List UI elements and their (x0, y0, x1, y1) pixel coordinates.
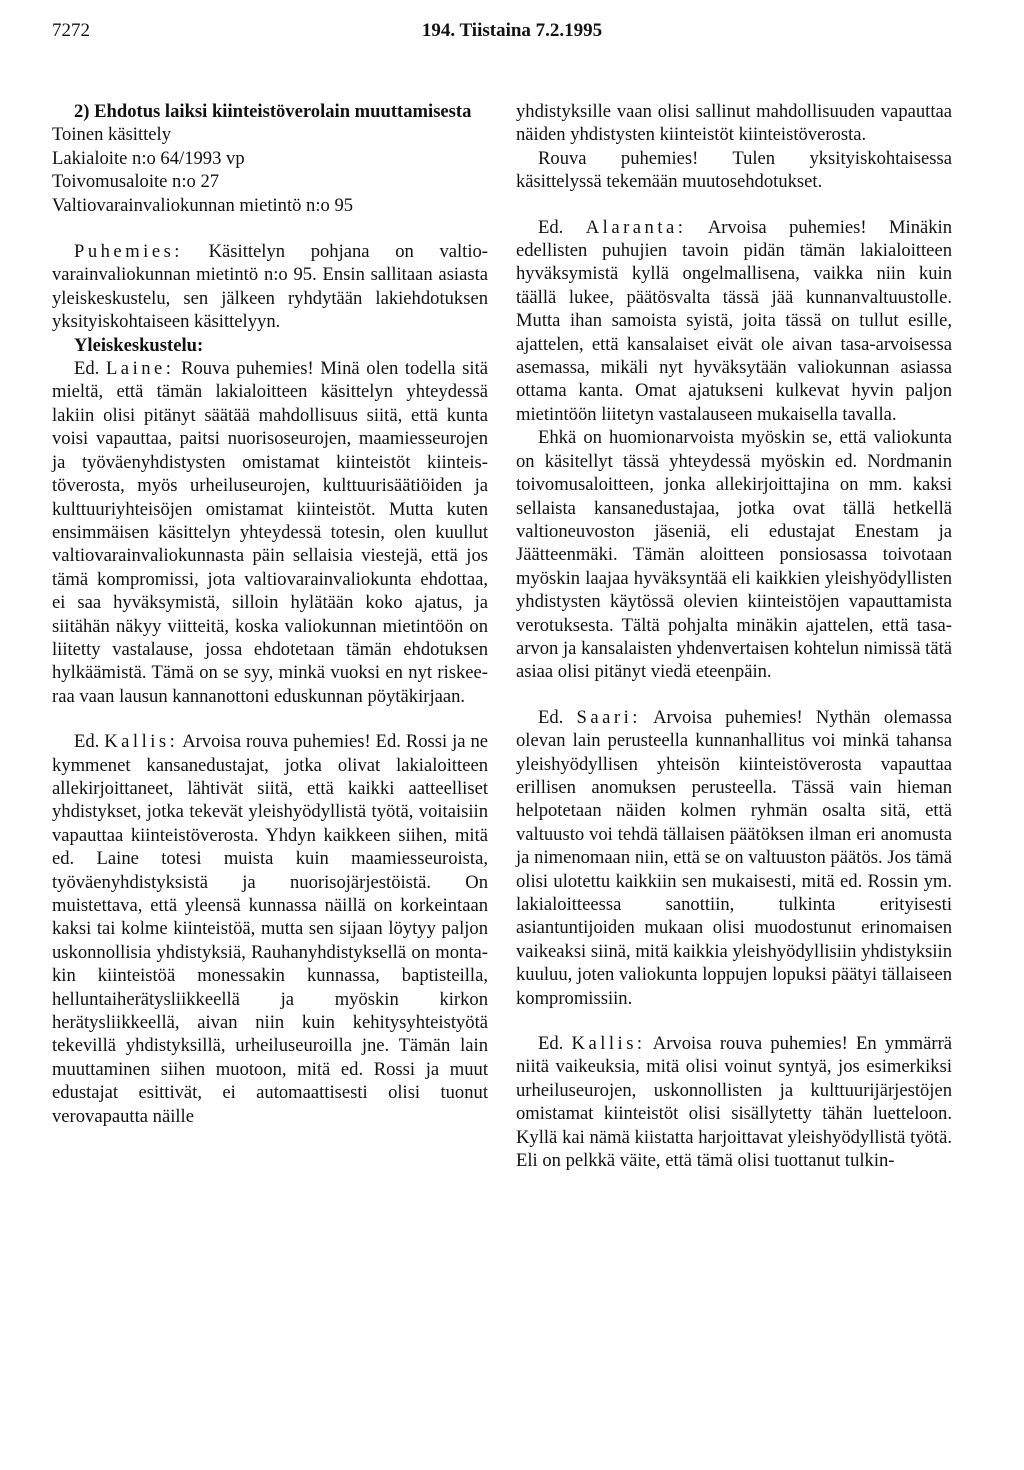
speech-paragraph (516, 216, 952, 427)
speaker-name: Kallis: (104, 731, 179, 753)
speaker-prefix: Ed. (74, 358, 106, 380)
paragraph-text: Rouva puhemies! Minä olen todella sitä mieltä, että tämän lakialoitteen käsittelyn yhteydessä lakiin olisi pitänyt säätää mahdollisuus siitä, että kunta voisi vapauttaa, paitsi nuorisoseurojen, maamiesseurojen ja työväenyhdistysten omistamat kiinteistöt kiinteistöverosta, myös urheiluseurojen, kulttuurisäätiöiden ja kulttuuriyhteisöjen omistamat kiinteistöt. Mutta kuten ensimmäisen käsittelyn yhteydessä totesin, olen kuullut valtiovarainvaliokunnasta päin sellaisia viestejä, että jos tämä kompromissi, jota valtiovarainvaliokunta ehdottaa, ei saa hyväksymistä, silloin hylätään koko ajatus, ja siitähän näkyy viitteitä, koska valiokunnan mietintöön on liitetty vastalause, jossa ehdotetaan tämän ehdotuksen hylkäämistä. Tämä on se syy, minkä vuoksi en nyt riskeeraa vaan lausun kannanottoni eduskunnan pöytäkirjaan. (52, 358, 488, 707)
speaker-prefix: Ed. (74, 731, 105, 753)
speech-paragraph (52, 730, 488, 1128)
section-title: 2) Ehdotus laiksi kiinteistöverolain muuttamisesta (74, 101, 472, 122)
paragraph-speaker-intro (52, 240, 488, 334)
left-column (52, 100, 488, 1128)
speaker-name: Laine: (105, 358, 175, 380)
speaker-name: Saari: (576, 706, 641, 728)
speaker-name: Puhemies: (74, 241, 183, 263)
speaker-name: Kallis: (571, 1033, 646, 1055)
speaker-prefix: Ed. (538, 706, 577, 728)
meta-line: Valtiovarainvaliokunnan mietintö n:o 95 (52, 194, 354, 216)
speaker-name: Alaranta: (585, 216, 687, 238)
speech-paragraph (516, 706, 952, 1010)
continued-paragraph: yhdistyksille vaan olisi sallinut mahdollisuuden vapauttaa näiden yhdistysten kiinteistöt kiinteistöverosta. (516, 101, 952, 146)
right-column (516, 100, 952, 1172)
page-number: 7272 (52, 20, 90, 41)
meta-line: Toinen käsittely (52, 124, 172, 146)
paragraph-text: Arvoisa rouva puhemies! Ed. Rossi ja ne kymmenet kansanedustajat, jotka olivat lakialoitteen allekirjoittaneet, lähtivät siitä, että kaikki aatteelliset yhdistykset, jotka tekevät yleishyödyllistä työtä, voitaisiin vapauttaa kiinteistöverosta. Yhdyn kaikkeen siihen, mitä ed. Laine totesi muista kuin maamiesseuroista, työväenyhdistyksistä ja nuorisojärjestöistä. On muistettava, että yleensä kunnassa näillä on korkeintaan kaksi tai kolme kiinteistöä, mutta sen sijaan löytyy paljon uskonnollisia yhdistyksiä, Rauhanyhdistyksellä on montakin kiinteistöä monessakin kunnassa, baptisteilla, helluntaiherätysliikkeellä ja myöskin kirkon herätysliikkeellä, aivan niin kuin kehitysyhteistyötä tekevillä yhdistyksillä, urheiluseuroilla jne. Tämän lain muuttaminen siihen muotoon, mitä ed. Rossi ja muut edustajat esittivät, ei automaattisesti olisi tuonut verovapautta näille (52, 731, 489, 1127)
meta-line: Lakialoite n:o 64/1993 vp (52, 147, 245, 169)
paragraph-text: Arvoisa puhemies! Minäkin edellisten puhujien tavoin pidän tämän lakialoitteen hyväksymistä kyllä ongelmallisena, vaikka niin kuin täällä lukee, päätösvalta tässä jää kunnanvaltuustolle. Mutta ihan samoista syistä, joita tässä on tullut esille, ajattelen, että kansalaiset eivät ole aivan tasa-arvoisessa asemassa, mikäli nyt hyväksytään valiokunnan asiassa ottama kanta. Omat ajatukseni kulkevat hyvin paljon mietintöön liitetyn vastalauseen mukaisella tavalla. (516, 216, 953, 425)
paragraph: Ehkä on huomionarvoista myöskin se, että valiokunta on käsitellyt tässä yhteydessä myöskin ed. Nordmanin toivomusaloitteen, jonka allekirjoittajina on mm. kaksi sellaista kansanedustajaa, jotka ovat tällä hetkellä valtioneuvoston jäseniä, eli edustajat Enestam ja Jäätteenmäki. Tämän aloitteen ponsiosassa toivotaan myöskin laajaa hyväksyntää eli kaikkien yleishyödyllisten yhdistysten käytössä olevien kiinteistöjen vapauttamista verotuksesta. Tältä pohjalta minäkin ajattelen, että tasa-arvon ja kansalaisten yhdenvertaisen kohtelun nimissä tätä asiaa olisi pitänyt viedä eteenpäin. (516, 427, 952, 683)
speech-paragraph (516, 1032, 952, 1172)
meta-line: Toivomusaloite n:o 27 (52, 171, 220, 193)
paragraph: Rouva puhemies! Tulen yksityiskohtaisessa käsittelyssä tekemään muutosehdotukset. (516, 147, 952, 193)
document-meta (52, 123, 488, 217)
speaker-prefix: Ed. (538, 216, 586, 238)
paragraph-text: Arvoisa rouva puhemies! En ymmärrä niitä vaikeuksia, mitä olisi voinut syntyä, jos esimerkiksi urheiluseurojen, uskonnollisten ja kulttuurijärjestöjen omistamat kiinteistöt olisi sisällytetty tähän luetteloon. Kyllä kai nämä kiistatta harjoittavat yleishyödyllistä työtä. Eli on pelkkä väite, että tämä olisi tuottanut tulkin- (516, 1033, 953, 1172)
running-title: 194. Tiistaina 7.2.1995 (421, 20, 603, 41)
speech-paragraph (52, 357, 488, 708)
subheading: Yleiskeskustelu: (74, 334, 204, 356)
speaker-prefix: Ed. (538, 1033, 572, 1055)
page-header (52, 20, 972, 48)
paragraph-text: Arvoisa puhemies! Nythän olemassa olevan lain perusteella kunnanhallitus voi minkä tahansa yleishyödyllisen yhteisön kiinteistöverosta vapauttaa erillisen anomuksen perusteella. Tässä vain hieman helpotetaan näiden kolmen ryhmän osalta sitä, että valtuusto voi tehdä tällaisen päätöksen ilman eri anomusta ja nimenomaan niin, että se on valtuuston päätös. Jos tämä olisi ulotettu kaikkiin sen mukaisesti, mitä ed. Rossin ym. lakialoitteessa sanottiin, tulkinta erityisesti asiantuntijoiden mukaan olisi muodostunut erinomaisen vaikeaksi siinä, mitä kaikkia yleishyödyllisiin yhdistyksiin kuuluu, joten valiokunta loppujen lopuksi päätyi tällaiseen kompromissiin. (516, 706, 952, 1009)
paragraph-text: Käsittelyn pohjana on valtiovarainvaliokunnan mietintö n:o 95. Ensin sallitaan asiasta yleiskeskustelu, sen jälkeen ryhdytään lakiehdotuksen yksityiskohtaiseen käsittelyyn. (52, 241, 488, 333)
